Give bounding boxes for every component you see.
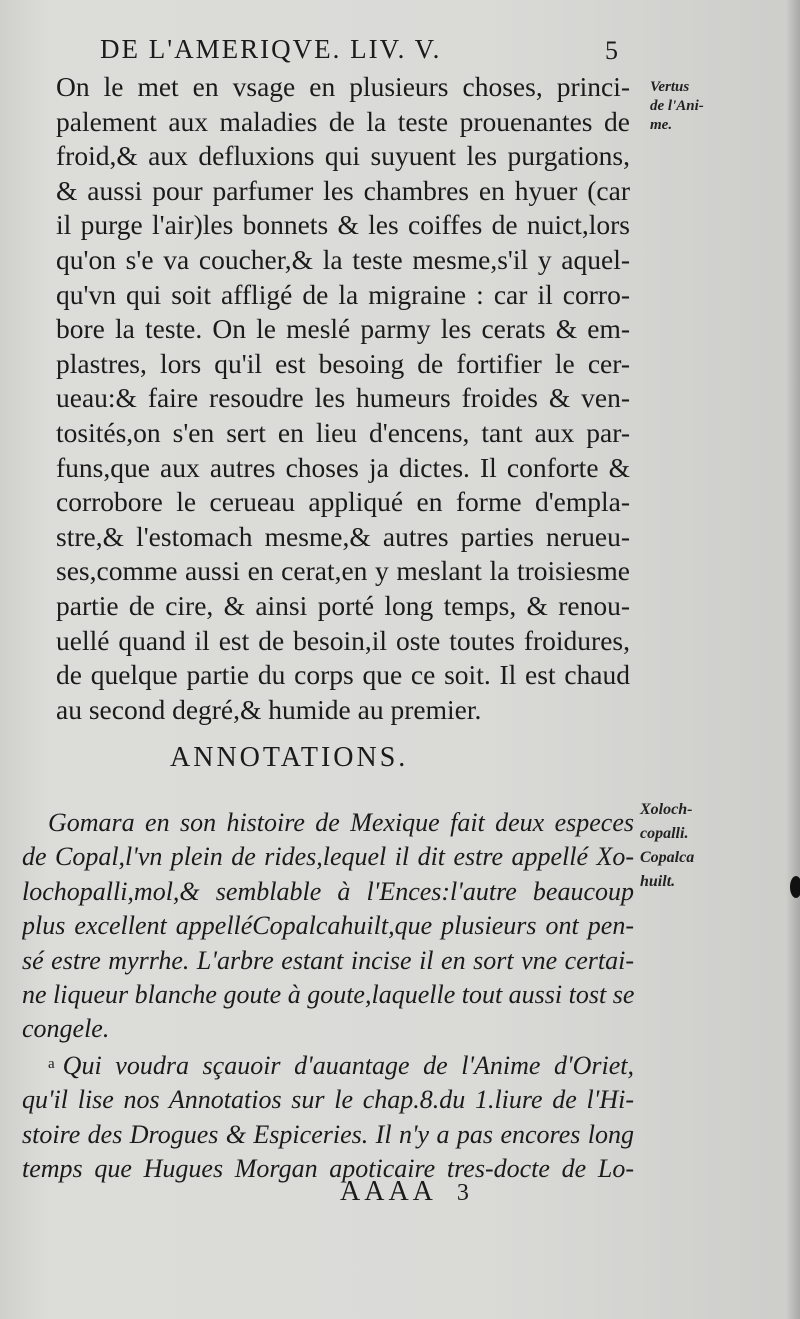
- annotation-line: ne liqueur blanche goute à goute,laquelle tout aussi tost se: [22, 980, 634, 1010]
- text-line: au second degré,& humide au premier.: [56, 693, 482, 725]
- annotation-line: lochopalli,mol,& semblable à l'Ences:l'autre beaucoup: [22, 876, 634, 906]
- text-line: qu'on s'e va coucher,& la teste mesme,s'il y aquel-: [56, 243, 630, 275]
- margin-note-line: me.: [650, 117, 673, 133]
- text-line: qu'vn qui soit affligé de la migraine : car il corro-: [56, 278, 630, 310]
- text-line: tosités,on s'en sert en lieu d'encens, tant aux par-: [56, 416, 630, 448]
- text-line: plastres, lors qu'il est besoing de fortifier le cer-: [56, 347, 630, 379]
- text-line: ueau:& faire resoudre les humeurs froides & ven-: [56, 382, 630, 414]
- margin-note-line: Xoloch-: [640, 801, 693, 818]
- margin-note-line: Vertus: [650, 79, 690, 95]
- text-line: uellé quand il est de besoin,il oste toutes froidures,: [56, 624, 630, 656]
- page-number: 5: [605, 36, 620, 65]
- annotation-line-text: Qui voudra sçauoir d'auantage de l'Anime d'Oriet,: [62, 1050, 634, 1080]
- text-line: de quelque partie du corps que ce soit. Il est chaud: [56, 659, 630, 691]
- text-line: funs,que aux autres choses ja dictes. Il conforte &: [56, 451, 630, 483]
- text-line: & aussi pour parfumer les chambres en hyuer (car: [56, 174, 630, 206]
- note-marker: a: [48, 1055, 55, 1072]
- annotation-line: temps que Hugues Morgan apoticaire tres-docte de Lo-: [22, 1154, 634, 1184]
- annotation-line: stoire des Drogues & Espiceries. Il n'y a pas encores long: [22, 1119, 634, 1149]
- annotation-line-marked: [22, 1047, 634, 1083]
- margin-note-line: copalli.: [640, 825, 689, 842]
- text-line: il purge l'air)les bonnets & les coiffes de nuict,lors: [56, 209, 630, 241]
- text-line: On le met en vsage en plusieurs choses, princi-: [56, 71, 630, 102]
- running-title: DE L'AMERIQVE. LIV. V.: [100, 34, 442, 64]
- annotation-line: qu'il lise nos Annotatios sur le chap.8.du 1.liure de l'Hi-: [22, 1085, 634, 1115]
- signature-letters: AAAA: [340, 1176, 437, 1207]
- text-line: corrobore le cerueau appliqué en forme d'empla-: [56, 486, 630, 518]
- annotation-line: plus excellent appelléCopalcahuilt,que plusieurs ont pen-: [22, 911, 634, 941]
- signature-number: 3: [456, 1180, 473, 1206]
- annotation-line: sé estre myrrhe. L'arbre estant incise il en sort vne certai-: [22, 945, 634, 975]
- text-line: froid,& aux defluxions qui suyuent les purgations,: [56, 140, 630, 172]
- signature-mark: [340, 1176, 540, 1208]
- annotations-heading: ANNOTATIONS.: [170, 742, 409, 773]
- annotation-line: congele.: [22, 1014, 110, 1044]
- main-text: [56, 70, 630, 727]
- ink-blot: [790, 876, 800, 898]
- margin-note-line: de l'Ani-: [650, 98, 704, 114]
- text-line: stre,& l'estomach mesme,& autres parties nerueu-: [56, 520, 630, 552]
- text-line: bore la teste. On le meslé parmy les cerats & em-: [56, 313, 630, 345]
- margin-note-xolochcopalli: [640, 798, 694, 894]
- annotation-text: [22, 806, 634, 1186]
- margin-note-vertus: [650, 78, 704, 135]
- page-edge-shadow: [786, 0, 800, 1319]
- margin-note-line: huilt.: [640, 873, 676, 890]
- annotation-line: Gomara en son histoire de Mexique fait deux especes: [48, 808, 634, 837]
- annotation-line: de Copal,l'vn plein de rides,lequel il dit estre appellé Xo-: [22, 842, 634, 872]
- text-line: partie de cire, & ainsi porté long temps, & renou-: [56, 589, 630, 621]
- text-line: ses,comme aussi en cerat,en y meslant la troisiesme: [56, 555, 630, 587]
- margin-note-line: Copalca: [640, 849, 695, 866]
- text-line: palement aux maladies de la teste prouenantes de: [56, 105, 630, 137]
- running-header: [90, 34, 650, 74]
